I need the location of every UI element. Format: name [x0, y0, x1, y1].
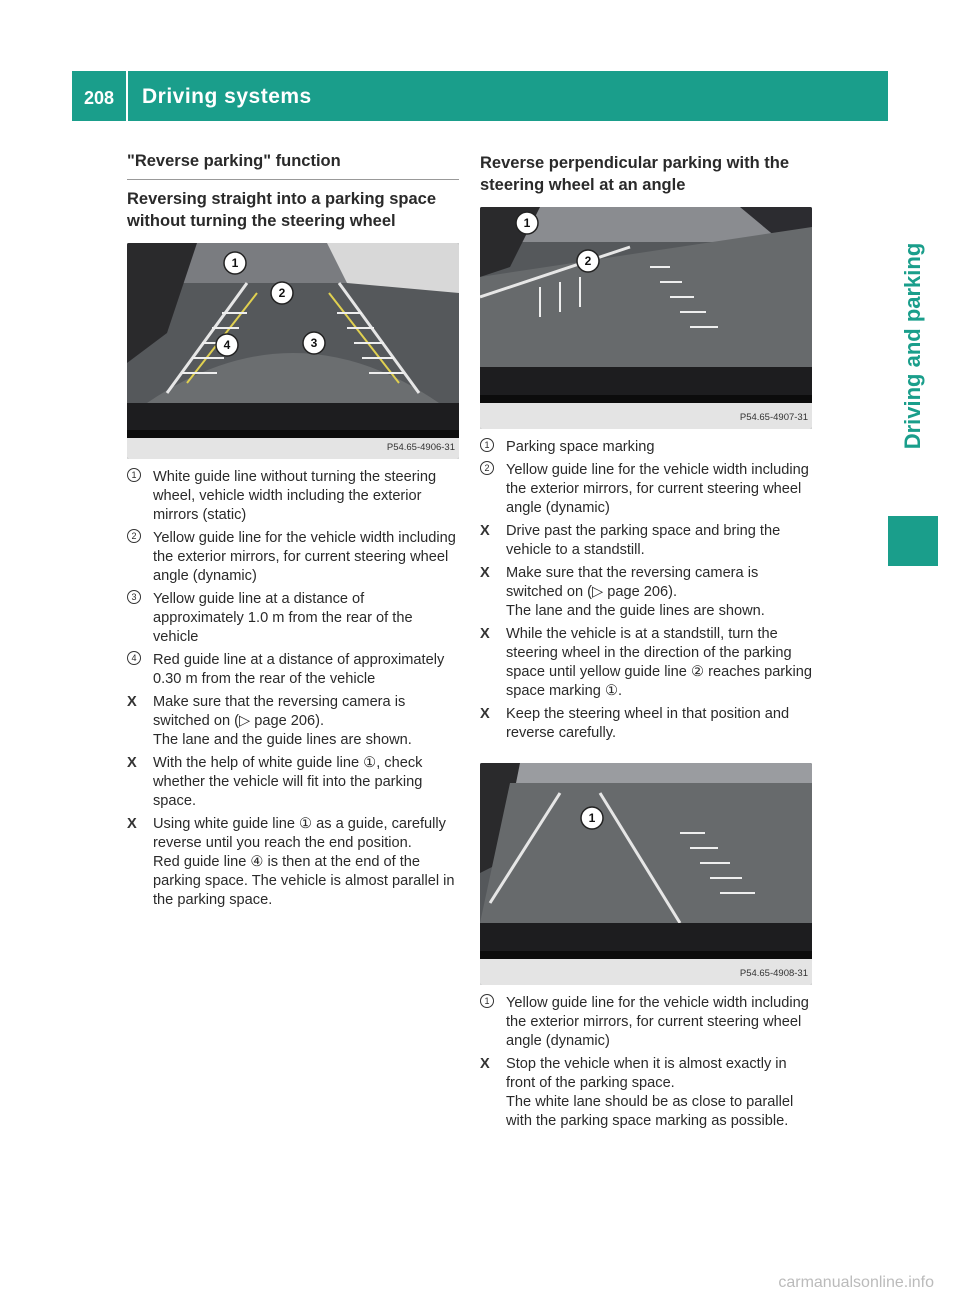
- step-arrow-icon: X: [480, 1056, 490, 1072]
- legend-item: 4 Red guide line at a distance of approximately 0.30 m from the rear of the vehicle: [127, 651, 459, 689]
- step-item: X With the help of white guide line ①, check whether the vehicle will fit into the parking space.: [127, 755, 423, 809]
- step-item: X Using white guide line ① as a guide, carefully reverse until you reach the end position. Red guide line ④ is then at the end of the parking space. The vehicle is almost parallel in the parking space.: [127, 816, 455, 908]
- right-legend-2: [480, 994, 812, 1051]
- callout-2: 2: [584, 254, 592, 268]
- right-column: [480, 152, 812, 1135]
- figure-caption: P54.65-4907-31: [739, 412, 808, 423]
- legend-item: 2 Yellow guide line for the vehicle width including the exterior mirrors, for current steering wheel angle (dynamic): [127, 529, 459, 586]
- chapter-title: Driving systems: [142, 85, 312, 108]
- left-legend: [127, 468, 459, 689]
- step-arrow-icon: X: [480, 626, 490, 642]
- legend-item: 3 Yellow guide line at a distance of approximately 1.0 m from the rear of the vehicle: [127, 590, 459, 647]
- watermark: carmanualsonline.info: [778, 1274, 934, 1291]
- page-number: 208: [84, 88, 115, 108]
- step-arrow-icon: X: [480, 565, 490, 581]
- side-tab-block: [888, 516, 938, 566]
- side-tab: [888, 121, 938, 551]
- section-title: "Reverse parking" function: [127, 152, 459, 180]
- page-header: [72, 71, 888, 121]
- right-legend-1: [480, 438, 812, 518]
- legend-item: 1 Parking space marking: [480, 438, 812, 457]
- legend-item: 2 Yellow guide line for the vehicle width including the exterior mirrors, for current steering wheel angle (dynamic): [480, 461, 812, 518]
- callout-1: 1: [523, 216, 531, 230]
- callout-1: 1: [588, 811, 596, 825]
- camera-image-angle-1: [480, 207, 812, 429]
- camera-image-straight: [127, 243, 459, 459]
- right-subheading: Reverse perpendicular parking with the steering wheel at an angle: [480, 154, 790, 194]
- step-item: X Stop the vehicle when it is almost exactly in front of the parking space. The white lane should be as close to parallel with the parking space marking as possible.: [480, 1056, 794, 1129]
- callout-2: 2: [278, 286, 286, 300]
- step-arrow-icon: X: [127, 816, 137, 832]
- callout-3: 3: [310, 336, 318, 350]
- camera-image-angle-2: [480, 763, 812, 985]
- step-item: X While the vehicle is at a standstill, turn the steering wheel in the direction of the parking space until yellow guide line ② reaches parking space marking ①.: [480, 626, 812, 699]
- header-divider: [126, 71, 128, 121]
- right-steps-2: [480, 1055, 812, 1131]
- step-item: X Drive past the parking space and bring the vehicle to a standstill.: [480, 523, 781, 558]
- callout-1: 1: [231, 256, 239, 270]
- left-steps: [127, 693, 459, 910]
- legend-item: 1 White guide line without turning the steering wheel, vehicle width including the exterior mirrors (static): [127, 468, 459, 525]
- left-subheading: Reversing straight into a parking space without turning the steering wheel: [127, 190, 437, 230]
- legend-item: 1 Yellow guide line for the vehicle width including the exterior mirrors, for current steering wheel angle (dynamic): [480, 994, 812, 1051]
- step-item: X Keep the steering wheel in that position and reverse carefully.: [480, 706, 790, 741]
- step-item: X Make sure that the reversing camera is switched on (▷ page 206). The lane and the guide lines are shown.: [480, 565, 765, 619]
- figure-caption: P54.65-4908-31: [739, 968, 808, 979]
- step-arrow-icon: X: [127, 755, 137, 771]
- figure-caption: P54.65-4906-31: [386, 442, 455, 453]
- left-column: [127, 152, 459, 914]
- callout-4: 4: [223, 338, 231, 352]
- step-arrow-icon: X: [480, 523, 490, 539]
- step-item: X Make sure that the reversing camera is switched on (▷ page 206). The lane and the guide lines are shown.: [127, 694, 412, 748]
- step-arrow-icon: X: [127, 694, 137, 710]
- step-arrow-icon: X: [480, 706, 490, 722]
- side-tab-label: Driving and parking: [900, 242, 925, 450]
- right-steps-1: [480, 522, 812, 743]
